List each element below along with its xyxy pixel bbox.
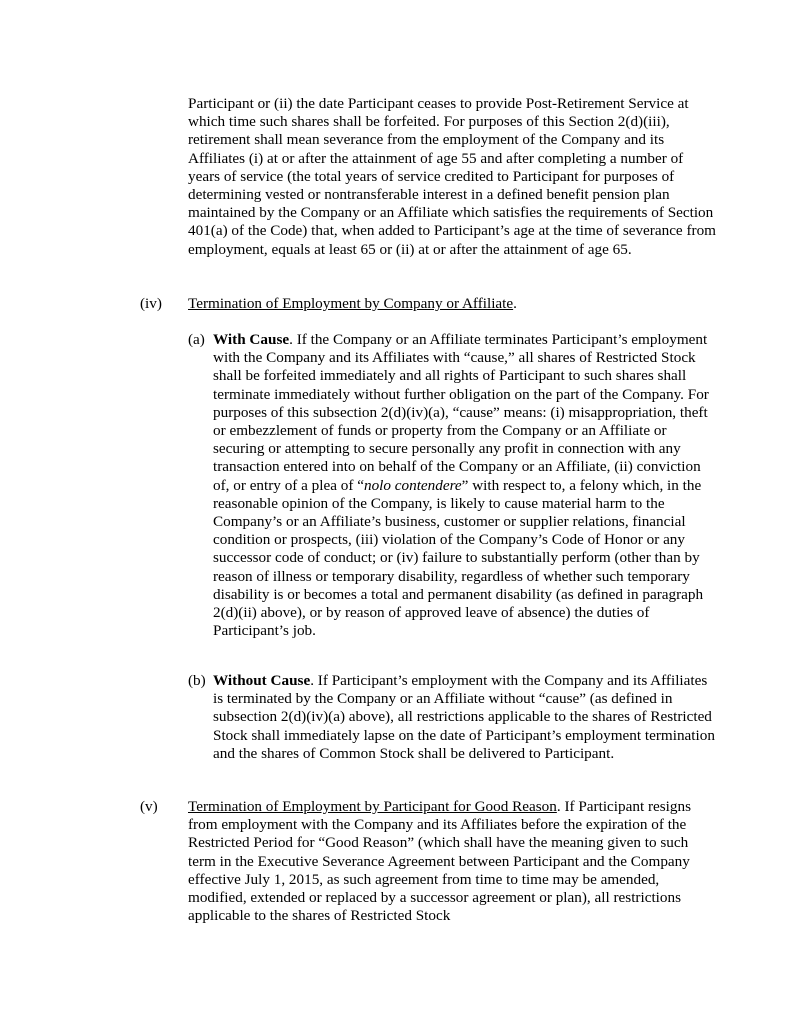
continuation-paragraph: Participant or (ii) the date Participant ceases to provide Post-Retirement Service at which time such shares shall be forfeited. For purposes of this Section 2(d)(iii), retirement shall mean severance from the employment of the Company and its Affiliates (i) at or after the attainment of age 55 and after completing a number of years of service (the total years of service credited to Participant for purposes of determining vested or nontransferable interest in a defined benefit pension plan maintained by the Company or an Affiliate which satisfies the requirements of Section 401(a) of the Code) that, when added to Participant’s age at the time of severance from employment, equals at least 65 or (ii) at or after the attainment of age 65. [188, 95, 716, 258]
section-v-text: . If Participant resigns from employment with the Company and its Affiliates before the expiration of the Restricted Period for “Good Reason” (which shall have the meaning given to such term in the Executive Severance Agreement between Participant and the Company effective July 1, 2015, as such agreement from time to time may be amended, modified, extended or replaced by a successor agreement or plan), all restrictions applicable to the shares of Restricted Stock [188, 798, 691, 925]
sub-a-text-1: . If the Company or an Affiliate terminates Participant’s employment with the Company and its Affiliates with “cause,” all shares of Restricted Stock shall be forfeited immediately and all rights of Participant to such shares shall terminate immediately without further obligation on the part of the Company. For purposes of this subsection 2(d)(iv)(a), “cause” means: (i) misappropriation, theft or embezzlement of funds or property from the Company or an Affiliate or securing or attempting to secure personally any profit in connection with any transaction entered into on behalf of the Company or an Affiliate, (ii) conviction of, or entry of a plea of “ [213, 331, 709, 494]
section-iv-heading: Termination of Employment by Company or Affiliate [188, 295, 514, 312]
section-v-heading: Termination of Employment by Participant for Good Reason [188, 798, 557, 815]
sub-a-label: (a) [188, 331, 205, 348]
sub-b-title: Without Cause [213, 672, 311, 689]
section-iv-heading-end: . [513, 295, 517, 312]
section-v-number: (v) [140, 798, 158, 815]
sub-b-text: . If Participant’s employment with the Company and its Affiliates is terminated by the Company or an Affiliate without “cause” (as defined in subsection 2(d)(iv)(a) above), all restrictions applicable to the shares of Restricted Stock shall immediately lapse on the date of Participant’s employment termination and the shares of Common Stock shall be delivered to Participant. [213, 672, 715, 762]
sub-a-title: With Cause [213, 331, 290, 348]
sub-a-text-2: ” with respect to, a felony which, in the reasonable opinion of the Company, is likely to cause material harm to the Company’s or an Affiliate’s business, customer or supplier relations, financial condition or prospects, (iii) violation of the Company’s Code of Honor or any successor code of conduct; or (iv) failure to substantially perform (other than by reason of illness or temporary disability, regardless of whether such temporary disability is or becomes a total and permanent disability (as defined in paragraph 2(d)(ii) above), or by reason of approved leave of absence) the duties of Participant’s job. [213, 476, 704, 640]
section-iv-heading-line [188, 295, 718, 313]
section-v-paragraph [188, 798, 718, 925]
section-iv-number: (iv) [140, 295, 162, 312]
sub-b-paragraph [213, 672, 718, 763]
sub-a-italic: nolo contendere [363, 476, 462, 494]
sub-b-label: (b) [188, 672, 206, 689]
sub-a-paragraph [213, 331, 718, 640]
